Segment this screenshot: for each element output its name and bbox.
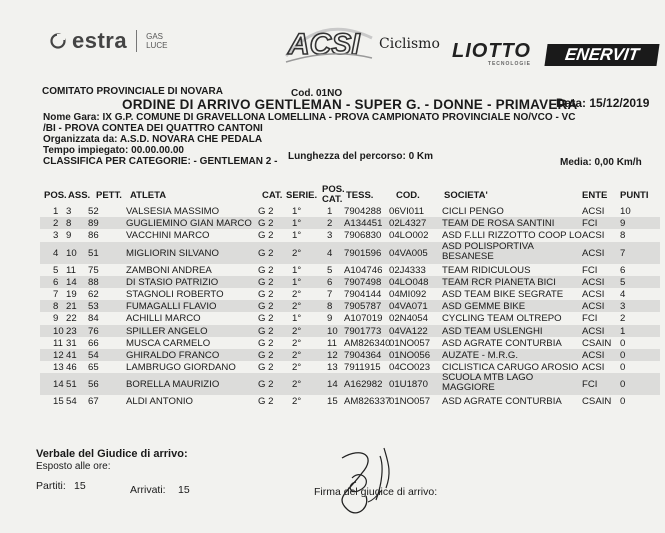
col-punti: PUNTI <box>620 190 649 201</box>
cell-pett: 84 <box>88 313 99 325</box>
cell-punti: 9 <box>620 218 626 230</box>
cell-societa: CICLI PENGO <box>442 206 504 217</box>
cell-pos: 9 <box>53 313 59 325</box>
cell-punti: 8 <box>620 230 626 242</box>
cod-label: Cod. 01NO <box>291 88 343 99</box>
cell-cat: G 2 <box>258 337 274 349</box>
cell-atleta: FUMAGALLI FLAVIO <box>126 301 217 313</box>
table-row <box>40 349 660 361</box>
cell-atleta: DI STASIO PATRIZIO <box>126 276 219 288</box>
enervit-logo: ENERVIT <box>544 44 659 66</box>
cell-cat: G 2 <box>258 218 274 230</box>
cell-pett: 88 <box>88 276 99 288</box>
cell-societa: CICLISTICA CARUGO AROSIO <box>442 362 579 374</box>
cell-ente: FCI <box>582 264 598 276</box>
cell-punti: 4 <box>620 288 626 300</box>
cell-serie: 2° <box>292 337 302 349</box>
cell-pos: 11 <box>53 337 63 349</box>
date-label: Data: 15/12/2019 <box>556 96 650 110</box>
partiti-value: 15 <box>74 480 86 492</box>
cell-ente: CSAIN <box>582 396 612 408</box>
cell-serie: 1° <box>292 206 302 217</box>
cell-serie: 1° <box>292 230 302 242</box>
cell-poscat: 15 <box>327 396 338 408</box>
cell-societa: SCUOLA MTB LAGO MAGGIORE <box>442 372 534 394</box>
cell-poscat: 13 <box>327 362 338 374</box>
cell-ente: ACSI <box>582 362 605 374</box>
table-row <box>40 242 660 264</box>
cell-atleta: ACHILLI MARCO <box>126 313 201 325</box>
cell-ass: 23 <box>66 325 77 337</box>
cell-poscat: 2 <box>327 218 333 230</box>
cell-pett: 65 <box>88 362 99 374</box>
results-table <box>40 205 660 407</box>
cell-societa: TEAM RCR PIANETA BICI <box>442 276 556 288</box>
estra-sub: GAS LUCE <box>146 32 168 50</box>
cell-serie: 2° <box>292 362 302 374</box>
cell-cat: G 2 <box>258 206 274 217</box>
svg-text:ACSI: ACSI <box>288 28 360 61</box>
cell-serie: 1° <box>292 276 302 288</box>
verbale-label: Verbale del Giudice di arrivo: <box>36 448 188 460</box>
cell-pos: 13 <box>53 362 64 374</box>
cell-tess: AM826337 <box>344 396 391 408</box>
cell-poscat: 14 <box>327 379 338 391</box>
cell-ente: ACSI <box>582 230 605 242</box>
cell-poscat: 3 <box>327 230 333 242</box>
cell-atleta: ZAMBONI ANDREA <box>126 264 212 276</box>
cell-cat: G 2 <box>258 379 274 391</box>
col-poscat-a: POS. <box>322 184 345 195</box>
cell-cat: G 2 <box>258 301 274 313</box>
cell-cod: 04LO048 <box>389 276 429 288</box>
col-cat: CAT. <box>262 190 283 201</box>
cell-pos: 8 <box>53 301 59 313</box>
cell-cod: 01NO057 <box>389 396 431 408</box>
cell-serie: 2° <box>292 349 302 361</box>
cell-atleta: MIGLIORIN SILVANO <box>126 247 219 259</box>
page-title: ORDINE DI ARRIVO GENTLEMAN - SUPER G. - DONNE - PRIMAVERA <box>122 97 578 112</box>
cell-punti: 7 <box>620 247 626 259</box>
cell-tess: 7901773 <box>344 325 382 337</box>
cell-pett: 89 <box>88 218 99 230</box>
cell-societa: ASD F.LLI RIZZOTTO COOP LO <box>442 230 582 242</box>
cell-pos: 4 <box>53 247 59 259</box>
cell-societa: ASD GEMME BIKE <box>442 301 526 313</box>
cell-pos: 2 <box>53 218 59 230</box>
estra-separator <box>136 30 137 52</box>
cell-ente: ACSI <box>582 288 605 300</box>
estra-word: estra <box>72 28 128 53</box>
cell-pos: 5 <box>53 264 59 276</box>
cell-poscat: 9 <box>327 313 333 325</box>
cell-atleta: SPILLER ANGELO <box>126 325 208 337</box>
cell-ass: 19 <box>66 288 77 300</box>
judge-signature <box>322 438 412 523</box>
cell-ente: FCI <box>582 379 598 391</box>
cell-pos: 3 <box>53 230 59 242</box>
cell-serie: 2° <box>292 288 302 300</box>
cell-atleta: MUSCA CARMELO <box>126 337 211 349</box>
cell-ente: FCI <box>582 218 598 230</box>
cell-tess: AM826340 <box>344 337 391 349</box>
cell-cod: 01NO057 <box>389 337 431 349</box>
col-tess: TESS. <box>346 190 374 201</box>
cell-tess: A107019 <box>344 313 383 325</box>
cell-poscat: 4 <box>327 247 333 259</box>
col-pos: POS. <box>44 190 67 201</box>
partiti-label: Partiti: <box>36 480 66 492</box>
estra-mark-icon <box>50 33 66 49</box>
cell-societa: CYCLING TEAM OLTREPO <box>442 313 562 325</box>
cell-cod: 02N4054 <box>389 313 428 325</box>
cell-poscat: 10 <box>327 325 338 337</box>
cell-ente: ACSI <box>582 276 605 288</box>
cell-cod: 01U1870 <box>389 379 428 391</box>
cell-ass: 3 <box>66 206 72 217</box>
table-row <box>40 361 660 373</box>
cell-atleta: ALDI ANTONIO <box>126 396 193 408</box>
cell-tess: 7907498 <box>344 276 382 288</box>
cell-pett: 52 <box>88 206 99 217</box>
cell-atleta: LAMBRUGO GIORDANO <box>126 362 236 374</box>
cell-cod: 04MI092 <box>389 288 427 300</box>
col-pett: PETT. <box>96 190 122 201</box>
cell-pos: 14 <box>53 379 64 391</box>
cell-ente: ACSI <box>582 301 605 313</box>
col-ass: ASS. <box>68 190 91 201</box>
cell-societa: TEAM DE ROSA SANTINI <box>442 218 555 230</box>
cell-pett: 54 <box>88 349 99 361</box>
race-name-line1: Nome Gara: IX G.P. COMUNE DI GRAVELLONA LOMELLINA - PROVA CAMPIONATO PROVINCIALE NO/VCO - VC <box>43 112 576 123</box>
cell-poscat: 6 <box>327 276 333 288</box>
category-label: CLASSIFICA PER CATEGORIE: - GENTLEMAN 2 - <box>43 156 278 167</box>
cell-pett: 56 <box>88 379 99 391</box>
cell-pett: 62 <box>88 288 99 300</box>
table-row <box>40 205 660 217</box>
cell-cod: 04VA071 <box>389 301 428 313</box>
cell-ente: ACSI <box>582 325 605 337</box>
cell-pos: 6 <box>53 276 59 288</box>
cell-societa: ASD TEAM USLENGHI <box>442 325 543 337</box>
cell-serie: 1° <box>292 264 302 276</box>
col-poscat-b: CAT. <box>322 194 343 205</box>
cell-tess: 7911915 <box>344 362 381 374</box>
cell-pos: 10 <box>53 325 64 337</box>
cell-cod: 02J4333 <box>389 264 426 276</box>
cell-ente: FCI <box>582 313 598 325</box>
cell-societa: ASD AGRATE CONTURBIA <box>442 337 562 349</box>
table-row <box>40 264 660 276</box>
cell-punti: 2 <box>620 313 626 325</box>
cell-punti: 0 <box>620 396 626 408</box>
cell-cat: G 2 <box>258 230 274 242</box>
cell-tess: A134451 <box>344 218 383 230</box>
cell-ass: 9 <box>66 230 72 242</box>
cell-atleta: BORELLA MAURIZIO <box>126 379 220 391</box>
cell-pett: 53 <box>88 301 99 313</box>
cell-tess: 7904144 <box>344 288 382 300</box>
cell-ente: ACSI <box>582 206 605 217</box>
cell-cat: G 2 <box>258 362 274 374</box>
table-row <box>40 325 660 337</box>
cell-pos: 1 <box>53 206 59 217</box>
cell-poscat: 5 <box>327 264 333 276</box>
cell-cat: G 2 <box>258 396 274 408</box>
cell-ass: 31 <box>66 337 77 349</box>
cell-cat: G 2 <box>258 288 274 300</box>
cell-societa: ASD POLISPORTIVA BESANESE <box>442 240 534 262</box>
cell-cat: G 2 <box>258 325 274 337</box>
cell-ass: 46 <box>66 362 77 374</box>
cell-atleta: VACCHINI MARCO <box>126 230 210 242</box>
cell-cod: 06VI011 <box>389 206 425 217</box>
cell-tess: 7901596 <box>344 247 382 259</box>
table-row <box>40 337 660 349</box>
cell-societa: ASD AGRATE CONTURBIA <box>442 396 562 408</box>
table-row <box>40 300 660 312</box>
cell-ente: ACSI <box>582 247 605 259</box>
cell-ass: 10 <box>66 247 77 259</box>
table-row <box>40 395 660 407</box>
cell-pett: 67 <box>88 396 99 408</box>
cell-ass: 21 <box>66 301 77 313</box>
esposto-label: Esposto alle ore: <box>36 461 111 472</box>
cell-punti: 0 <box>620 337 626 349</box>
cell-societa: TEAM RIDICULOUS <box>442 264 531 276</box>
cell-societa: ASD TEAM BIKE SEGRATE <box>442 288 564 300</box>
acsi-ciclismo: Ciclismo <box>379 36 440 52</box>
cell-serie: 2° <box>292 396 302 408</box>
cell-poscat: 7 <box>327 288 333 300</box>
length-label: Lunghezza del percorso: 0 Km <box>288 151 434 162</box>
cell-tess: A104746 <box>344 264 383 276</box>
cell-cat: G 2 <box>258 313 274 325</box>
organizer-label: Organizzata da: A.S.D. NOVARA CHE PEDALA <box>43 134 263 145</box>
col-cod: COD. <box>396 190 420 201</box>
speed-label: Media: 0,00 Km/h <box>560 157 642 168</box>
cell-cod: 04LO002 <box>389 230 429 242</box>
cell-atleta: GUGLIEMINO GIAN MARCO <box>126 218 252 230</box>
cell-cod: 01NO056 <box>389 349 431 361</box>
cell-punti: 3 <box>620 301 626 313</box>
liotto-logo: LIOTTO TECNOLOGIE <box>452 40 531 67</box>
cell-ass: 11 <box>66 264 76 276</box>
col-ente: ENTE <box>582 190 608 201</box>
cell-cat: G 2 <box>258 276 274 288</box>
cell-cod: 02L4327 <box>389 218 427 230</box>
cell-cod: 04VA122 <box>389 325 428 337</box>
firma-label: Firma del giudice di arrivo: <box>314 486 438 498</box>
cell-serie: 2° <box>292 379 302 391</box>
cell-serie: 2° <box>292 247 302 259</box>
table-row <box>40 229 660 241</box>
cell-punti: 0 <box>620 349 626 361</box>
estra-logo <box>50 28 167 54</box>
col-atleta: ATLETA <box>130 190 167 201</box>
cell-serie: 2° <box>292 301 302 313</box>
cell-punti: 0 <box>620 379 626 391</box>
cell-ass: 14 <box>66 276 77 288</box>
cell-punti: 6 <box>620 264 626 276</box>
cell-societa: AUZATE - M.R.G. <box>442 349 519 361</box>
cell-pos: 15 <box>53 396 64 408</box>
arrivati-label: Arrivati: <box>130 484 166 496</box>
cell-punti: 1 <box>620 325 626 337</box>
cell-tess: 7905787 <box>344 301 382 313</box>
cell-punti: 10 <box>620 206 631 217</box>
cell-ente: CSAIN <box>582 337 612 349</box>
cell-cat: G 2 <box>258 264 274 276</box>
table-row <box>40 217 660 229</box>
cell-cod: 04CO023 <box>389 362 431 374</box>
cell-tess: 7904288 <box>344 206 382 217</box>
cell-atleta: STAGNOLI ROBERTO <box>126 288 224 300</box>
race-name-line2: /BI - PROVA CONTEA DEI QUATTRO CANTONI <box>43 123 263 134</box>
cell-ass: 41 <box>66 349 77 361</box>
cell-atleta: GHIRALDO FRANCO <box>126 349 220 361</box>
cell-serie: 1° <box>292 313 302 325</box>
table-row <box>40 312 660 324</box>
committee-label: COMITATO PROVINCIALE DI NOVARA <box>42 86 223 97</box>
cell-punti: 5 <box>620 276 626 288</box>
arrivati-value: 15 <box>178 484 190 496</box>
cell-ass: 54 <box>66 396 77 408</box>
cell-poscat: 11 <box>327 337 337 349</box>
cell-punti: 0 <box>620 362 626 374</box>
cell-pos: 7 <box>53 288 59 300</box>
cell-pett: 51 <box>88 247 99 259</box>
col-societa: SOCIETA' <box>444 190 488 201</box>
cell-tess: A162982 <box>344 379 383 391</box>
cell-poscat: 1 <box>327 206 333 217</box>
cell-atleta: VALSESIA MASSIMO <box>126 206 220 217</box>
cell-ass: 22 <box>66 313 77 325</box>
time-label: Tempo impiegato: 00.00.00.00 <box>43 145 184 156</box>
cell-cat: G 2 <box>258 349 274 361</box>
cell-pett: 75 <box>88 264 99 276</box>
cell-poscat: 12 <box>327 349 338 361</box>
cell-pos: 12 <box>53 349 64 361</box>
table-row <box>40 288 660 300</box>
cell-poscat: 8 <box>327 301 333 313</box>
cell-tess: 7904364 <box>344 349 382 361</box>
cell-serie: 1° <box>292 218 302 230</box>
acsi-logo <box>282 18 440 70</box>
cell-tess: 7906830 <box>344 230 382 242</box>
cell-pett: 66 <box>88 337 99 349</box>
table-row <box>40 276 660 288</box>
cell-serie: 2° <box>292 325 302 337</box>
acsi-mark-icon <box>282 18 377 70</box>
cell-cod: 04VA005 <box>389 247 428 259</box>
cell-pett: 76 <box>88 325 99 337</box>
table-row <box>40 373 660 395</box>
cell-ass: 51 <box>66 379 77 391</box>
cell-pett: 86 <box>88 230 99 242</box>
cell-ente: ACSI <box>582 349 605 361</box>
cell-ass: 8 <box>66 218 72 230</box>
cell-cat: G 2 <box>258 247 274 259</box>
col-serie: SERIE. <box>286 190 318 201</box>
